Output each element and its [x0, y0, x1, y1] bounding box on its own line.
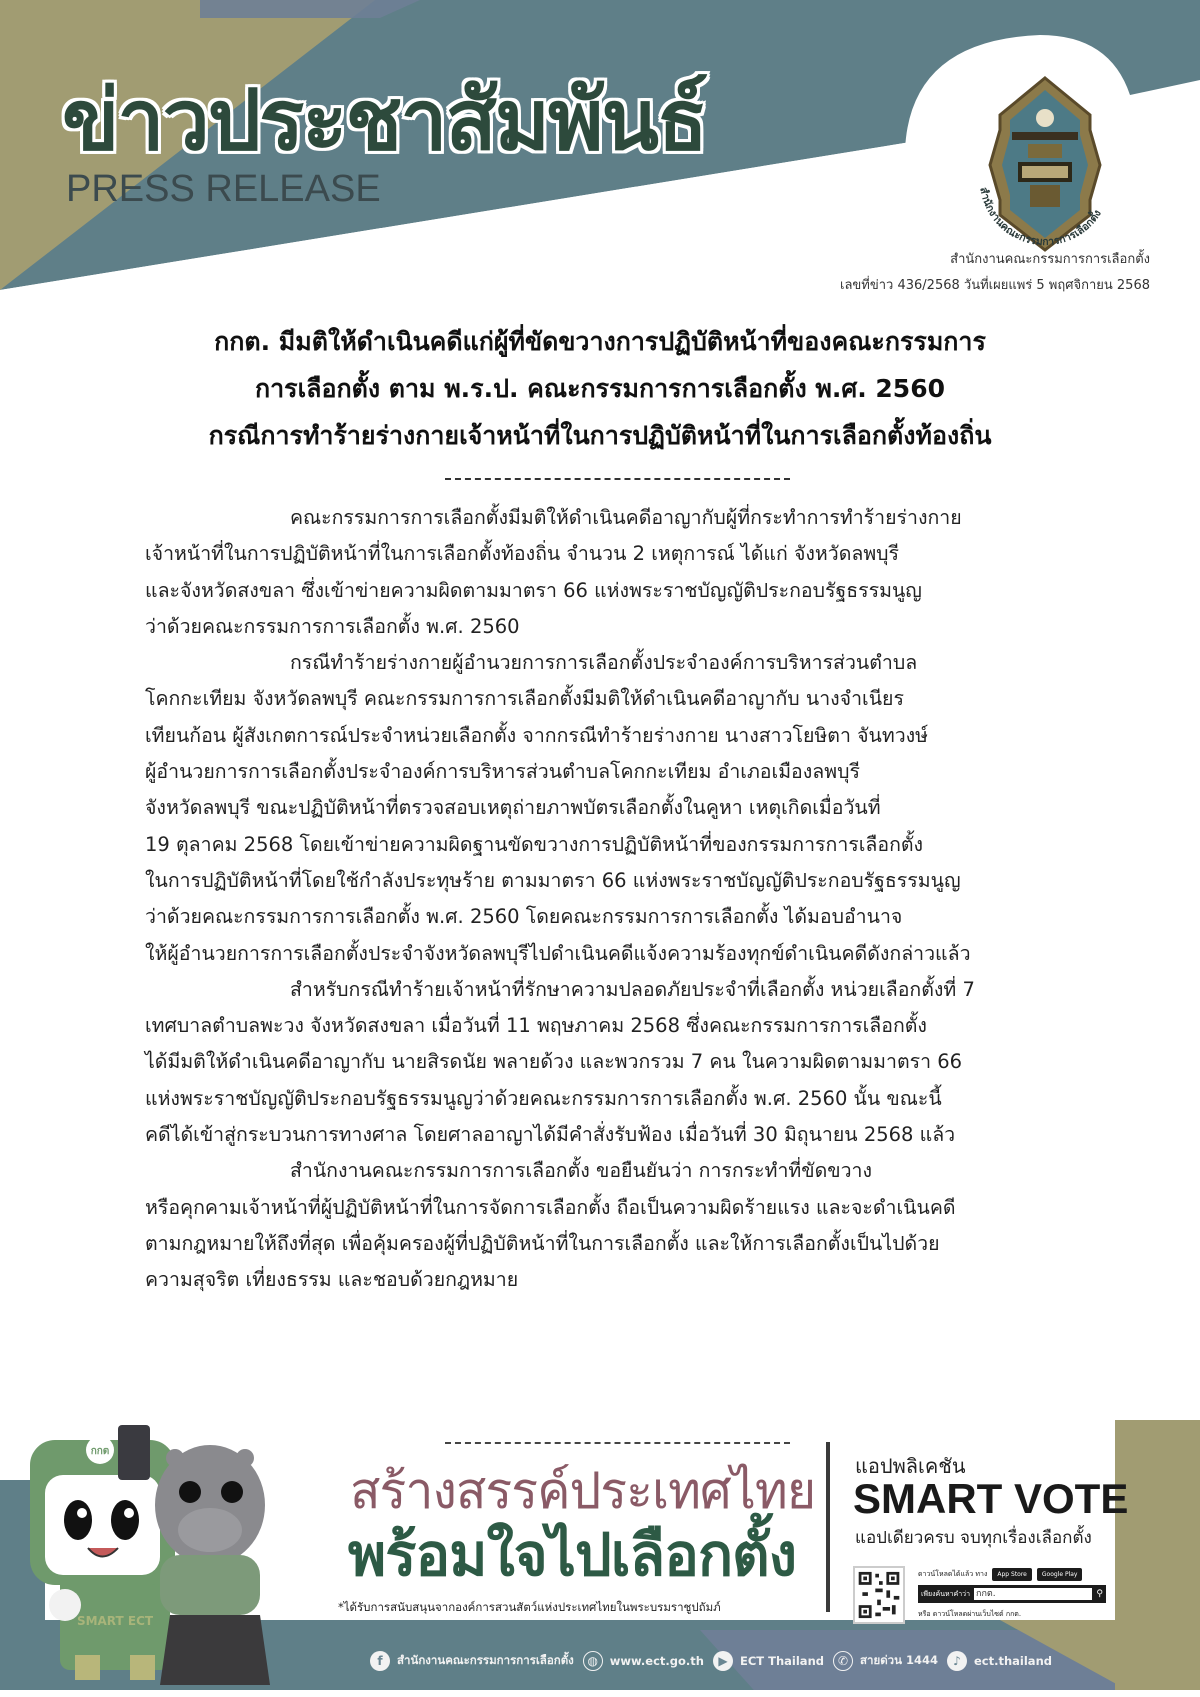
mascots-illustration — [0, 1420, 340, 1697]
social-label: www.ect.go.th — [609, 1654, 704, 1668]
slogan-line-2: พร้อมใจไปเลือกตั้ง — [348, 1521, 797, 1589]
youtube-play-icon: ▶ — [713, 1651, 733, 1671]
body-line: ผู้อำนวยการการเลือกตั้งประจำองค์การบริหารส่วนตำบลโคกกะเทียม อำเภอเมืองลพบุรี — [145, 760, 860, 784]
headline-line-1: กกต. มีมติให้ดำเนินคดีแก่ผู้ที่ขัดขวางการปฏิบัติหน้าที่ของคณะกรรมการ — [214, 327, 986, 356]
body-line: คดีได้เข้าสู่กระบวนการทางศาล โดยศาลอาญาได้มีคำสั่งรับฟ้อง เมื่อวันที่ 30 มิถุนายน 2568 แล้ว — [145, 1123, 956, 1147]
headline-line-3: กรณีการทำร้ายร่างกายเจ้าหน้าที่ในการปฏิบัติหน้าที่ในการเลือกตั้งท้องถิ่น — [208, 421, 992, 450]
body-line: ในการปฏิบัติหน้าที่โดยใช้กำลังประทุษร้าย ตามมาตรา 66 แห่งพระราชบัญญัติประกอบรัฐธรรมนูญ — [145, 868, 961, 892]
body-line: ว่าด้วยคณะกรรมการการเลือกตั้ง พ.ศ. 2560 — [145, 614, 520, 638]
phone-icon: ✆ — [833, 1651, 853, 1671]
social-label: สำนักงานคณะกรรมการการเลือกตั้ง — [397, 1653, 574, 1667]
web-download-note: หรือ ดาวน์โหลดผ่านเว็บไซต์ กกต. — [918, 1610, 1022, 1618]
social-links-bar — [370, 1651, 1052, 1671]
ect-emblem-logo-icon — [950, 70, 1140, 260]
qr-code-icon[interactable] — [853, 1566, 905, 1624]
body-line: เทศบาลตำบลพะวง จังหวัดสงขลา เมื่อวันที่ 11 พฤษภาคม 2568 ซึ่งคณะกรรมการการเลือกตั้ง — [145, 1014, 927, 1038]
app-label: แอปพลิเคชัน — [855, 1454, 966, 1478]
body-line: สำหรับกรณีทำร้ายเจ้าหน้าที่รักษาความปลอดภัยประจำที่เลือกตั้ง หน่วยเลือกตั้งที่ 7 — [290, 977, 975, 1001]
logo-ring-text: สำนักงานคณะกรรมการการเลือกตั้ง — [977, 186, 1104, 249]
social-facebook[interactable] — [370, 1651, 574, 1671]
hippo-mascot-icon — [155, 1445, 270, 1685]
paragraph-4 — [145, 1153, 1085, 1298]
search-icon: ⚲ — [1096, 1589, 1103, 1599]
slogan-line-1: สร้างสรรค์ประเทศไทย — [350, 1462, 816, 1520]
search-label: เพียงค้นหาคำว่า — [921, 1589, 971, 1598]
google-play-badge[interactable]: Google Play — [1037, 1568, 1083, 1581]
body-line: แห่งพระราชบัญญัติประกอบรัฐธรรมนูญว่าด้วยคณะกรรมการการเลือกตั้ง พ.ศ. 2560 นั้น ขณะนี้ — [145, 1086, 942, 1110]
body-line: สำนักงานคณะกรรมการการเลือกตั้ง ขอยืนยันว่า การกระทำที่ขัดขวาง — [290, 1159, 873, 1183]
paragraph-2 — [145, 645, 1085, 972]
app-tagline: แอปเดียวครบ จบทุกเรื่องเลือกตั้ง — [855, 1528, 1092, 1548]
app-name: SMART VOTE — [853, 1475, 1129, 1522]
social-label: ECT Thailand — [739, 1654, 824, 1668]
body-line: เทียนก้อน ผู้สังเกตการณ์ประจำหน่วยเลือกตั้ง จากกรณีทำร้ายร่างกาย นางสาวโยษิตา จันทวงษ์ — [145, 723, 929, 747]
body-line: เจ้าหน้าที่ในการปฏิบัติหน้าที่ในการเลือกตั้งท้องถิ่น จำนวน 2 เหตุการณ์ ได้แก่ จังหวัดลพบุรี — [145, 542, 900, 566]
body-line: ได้มีมติให้ดำเนินคดีอาญากับ นายสิรดนัย พลายด้วง และพวกรวม 7 คน ในความผิดตามมาตรา 66 — [145, 1050, 963, 1074]
body-line: และจังหวัดสงขลา ซึ่งเข้าข่ายความผิดตามมาตรา 66 แห่งพระราชบัญญัติประกอบรัฐธรรมนูญ — [145, 578, 922, 602]
svg-text:กกต: กกต — [90, 1446, 110, 1457]
download-row — [918, 1568, 1082, 1581]
body-line: กรณีทำร้ายร่างกายผู้อำนวยการการเลือกตั้งประจำองค์การบริหารส่วนตำบล — [290, 651, 918, 675]
ect-mascot-icon — [30, 1436, 175, 1680]
headline-separator — [445, 478, 790, 480]
social-tiktok[interactable] — [947, 1651, 1052, 1671]
headline — [130, 318, 1070, 459]
download-text: ดาวน์โหลดได้แล้ว ทาง — [918, 1570, 988, 1578]
footer-separator — [445, 1442, 790, 1444]
globe-icon: ◍ — [583, 1651, 603, 1671]
app-store-badge[interactable]: App Store — [992, 1568, 1032, 1581]
support-note: *ได้รับการสนับสนุนจากองค์การสวนสัตว์แห่งประเทศไทยในพระบรมราชูปถัมภ์ — [338, 1600, 721, 1614]
facebook-icon: f — [370, 1651, 390, 1671]
social-website[interactable] — [583, 1651, 704, 1671]
app-search-bar — [918, 1585, 1106, 1603]
social-hotline[interactable] — [833, 1651, 938, 1671]
press-release-title-thai: ข่าวประชาสัมพันธ์ — [62, 71, 707, 169]
news-number-and-date: เลขที่ข่าว 436/2568 วันที่เผยแพร่ 5 พฤศจิกายน 2568 — [840, 278, 1150, 293]
body-line: ให้ผู้อำนวยการการเลือกตั้งประจำจังหวัดลพบุรีไปดำเนินคดีแจ้งความร้องทุกข์ดำเนินคดีดังกล่าวแล้ว — [145, 941, 971, 965]
svg-text:SMART ECT: SMART ECT — [76, 1614, 154, 1628]
social-youtube[interactable] — [713, 1651, 824, 1671]
body-line: โคกกะเทียม จังหวัดลพบุรี คณะกรรมการการเลือกตั้งมีมติให้ดำเนินคดีอาญากับ นางจำเนียร — [145, 687, 904, 711]
social-label: ect.thailand — [974, 1654, 1052, 1668]
press-release-header — [0, 0, 1200, 300]
office-name: สำนักงานคณะกรรมการการเลือกตั้ง — [950, 252, 1150, 267]
body-line: ว่าด้วยคณะกรรมการการเลือกตั้ง พ.ศ. 2560 โดยคณะกรรมการการเลือกตั้ง ได้มอบอำนาจ — [145, 905, 903, 929]
body-line: ตามกฎหมายให้ถึงที่สุด เพื่อคุ้มครองผู้ที่ปฏิบัติหน้าที่ในการเลือกตั้ง และให้การเลือกตั้งเป็นไปด้วย — [145, 1231, 940, 1255]
press-release-body — [145, 500, 1085, 1299]
headline-line-2: การเลือกตั้ง ตาม พ.ร.ป. คณะกรรมการการเลือกตั้ง พ.ศ. 2560 — [254, 374, 945, 403]
vertical-divider — [826, 1442, 830, 1612]
body-line: 19 ตุลาคม 2568 โดยเข้าข่ายความผิดฐานขัดขวางการปฏิบัติหน้าที่ของกรรมการการเลือกตั้ง — [145, 832, 924, 856]
body-line: ความสุจริต เที่ยงธรรม และชอบด้วยกฎหมาย — [145, 1268, 519, 1292]
body-line: จังหวัดลพบุรี ขณะปฏิบัติหน้าที่ตรวจสอบเหตุถ่ายภาพบัตรเลือกตั้งในคูหา เหตุเกิดเมื่อวันที่ — [145, 796, 881, 820]
campaign-footer — [0, 1420, 1200, 1697]
press-release-title-english: PRESS RELEASE — [66, 168, 381, 210]
paragraph-3 — [145, 972, 1085, 1153]
body-line: หรือคุกคามเจ้าหน้าที่ผู้ปฏิบัติหน้าที่ในการจัดการเลือกตั้ง ถือเป็นความผิดร้ายแรง และจะดำเนินคดี — [145, 1195, 956, 1219]
body-line: คณะกรรมการการเลือกตั้งมีมติให้ดำเนินคดีอาญากับผู้ที่กระทำการทำร้ายร่างกาย — [290, 506, 962, 529]
social-label: สายด่วน 1444 — [859, 1653, 938, 1667]
tiktok-icon: ♪ — [947, 1651, 967, 1671]
phone-icon — [118, 1425, 150, 1480]
paragraph-1 — [145, 500, 1085, 645]
search-input[interactable]: กกต. — [974, 1588, 1092, 1600]
